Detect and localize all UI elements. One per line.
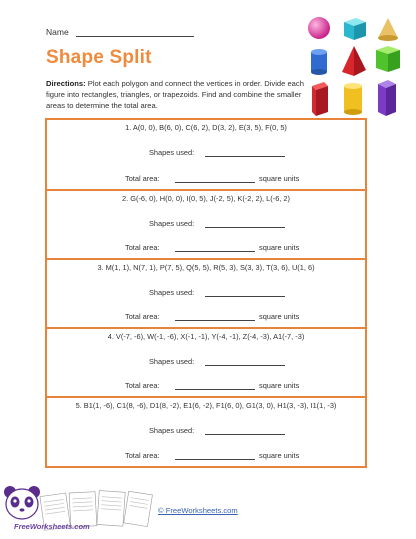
total-area-label: Total area: [125,174,160,183]
shapes-used-line[interactable] [205,227,285,228]
panda-icon [4,486,40,519]
purple-prism-icon [378,80,396,116]
pyramid-icon [342,46,366,76]
problem-box-4 [45,327,367,398]
square-units-label: square units [259,243,300,252]
shapes-used-label: Shapes used: [149,148,195,157]
total-area-line[interactable] [175,182,255,183]
square-units-label: square units [259,174,300,183]
total-area-label: Total area: [125,243,160,252]
problem-1-text: 1. A(0, 0), B(6, 0), C(6, 2), D(3, 2), E(3, 5), F(0, 5) [125,123,287,132]
page-title: Shape Split [46,47,152,68]
total-area-line[interactable] [175,251,255,252]
name-label: Name [46,27,69,37]
total-area-label: Total area: [125,381,160,390]
problem-box-2 [45,189,367,260]
problem-box-5 [45,396,367,468]
square-units-label: square units [259,381,300,390]
total-area-line[interactable] [175,459,255,460]
cube-icon [344,18,366,40]
freeworksheets-link[interactable]: © FreeWorksheets.com [158,506,238,515]
total-area-line[interactable] [175,389,255,390]
problem-box-1 [45,118,367,191]
total-area-label: Total area: [125,312,160,321]
sphere-icon [308,17,330,39]
logo-text: FreeWorksheets.com [14,522,90,531]
problem-box-3 [45,258,367,329]
total-area-line[interactable] [175,320,255,321]
green-cube-icon [376,46,400,72]
cone-icon [378,18,398,41]
problem-2-text: 2. G(-6, 0), H(0, 0), I(0, 5), J(-2, 5), K(-2, 2), L(-6, 2) [122,194,290,203]
directions-text: Plot each polygon and connect the vertices in order. Divide each figure into rectangles, triangles, or trapezoids. Find and combine the smaller areas to determine the total area. [46,79,304,110]
square-units-label: square units [259,312,300,321]
shapes-used-label: Shapes used: [149,426,195,435]
shapes-used-line[interactable] [205,365,285,366]
directions-label: Directions: [46,79,86,88]
shapes-used-line[interactable] [205,156,285,157]
shapes-used-line[interactable] [205,296,285,297]
shapes-used-label: Shapes used: [149,288,195,297]
prism-icon [312,82,328,116]
problem-4-text: 4. V(-7, -6), W(-1, -6), X(-1, -1), Y(-4, -1), Z(-4, -3), A1(-7, -3) [107,332,305,341]
cylinder-icon [311,49,327,75]
yellow-cylinder-icon [344,83,362,115]
problem-3-text: 3. M(1, 1), N(7, 1), P(7, 5), Q(5, 5), R(5, 3), S(3, 3), T(3, 6), U(1, 6) [97,263,315,272]
shapes-used-line[interactable] [205,434,285,435]
square-units-label: square units [259,451,300,460]
shapes-used-label: Shapes used: [149,219,195,228]
directions [46,78,308,111]
problem-5-text: 5. B1(1, -6), C1(8, -6), D1(8, -2), E1(6, -2), F1(6, 0), G1(3, 0), H1(3, -3), I1(1, -3) [75,401,337,410]
total-area-label: Total area: [125,451,160,460]
name-line[interactable] [76,36,194,37]
3d-shapes-image [306,16,402,122]
shapes-used-label: Shapes used: [149,357,195,366]
